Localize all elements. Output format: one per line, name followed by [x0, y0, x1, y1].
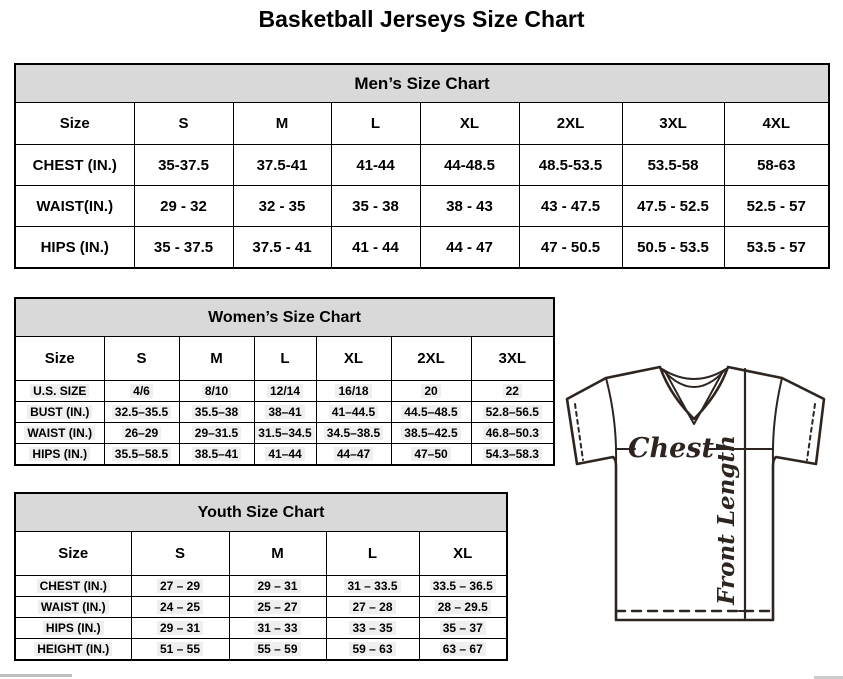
column-header: Size [15, 103, 134, 145]
mens-size-chart-table [14, 63, 828, 269]
youth-chart-title: Youth Size Chart [15, 493, 507, 532]
column-header: Size [15, 532, 131, 576]
size-value-cell: 38.5–42.5 [391, 423, 471, 444]
table-row [15, 639, 507, 661]
row-label: CHEST (IN.) [15, 576, 131, 597]
row-label: HEIGHT (IN.) [15, 639, 131, 661]
size-value-cell: 33.5 – 36.5 [419, 576, 507, 597]
column-header: M [179, 337, 254, 381]
womens-size-chart-table [14, 297, 553, 466]
size-value-cell: 38 - 43 [420, 186, 519, 227]
table-row [15, 576, 507, 597]
size-value-cell: 20 [391, 381, 471, 402]
size-value-cell: 47–50 [391, 444, 471, 466]
column-header: 3XL [471, 337, 554, 381]
row-label: WAIST (IN.) [15, 597, 131, 618]
front-length-label: Front Length [713, 435, 740, 605]
row-label: HIPS (IN.) [15, 444, 104, 466]
size-value-cell: 12/14 [254, 381, 316, 402]
table-row [15, 381, 554, 402]
size-value-cell: 32.5–35.5 [104, 402, 179, 423]
table-row [15, 186, 829, 227]
scrollbar-artifact-left [0, 674, 72, 677]
size-value-cell: 31 – 33 [229, 618, 326, 639]
size-value-cell: 54.3–58.3 [471, 444, 554, 466]
size-value-cell: 37.5-41 [233, 145, 331, 186]
size-value-cell: 8/10 [179, 381, 254, 402]
size-value-cell: 44–47 [316, 444, 391, 466]
table-row [15, 227, 829, 269]
size-value-cell: 29 – 31 [229, 576, 326, 597]
size-value-cell: 26–29 [104, 423, 179, 444]
row-label: BUST (IN.) [15, 402, 104, 423]
size-value-cell: 41–44.5 [316, 402, 391, 423]
column-header: S [131, 532, 229, 576]
chest-label: Chest [628, 433, 714, 464]
size-value-cell: 55 – 59 [229, 639, 326, 661]
size-value-cell: 22 [471, 381, 554, 402]
size-value-cell: 35 – 37 [419, 618, 507, 639]
size-value-cell: 43 - 47.5 [519, 186, 622, 227]
size-value-cell: 35 - 38 [331, 186, 420, 227]
jersey-measurement-diagram [556, 362, 836, 630]
size-value-cell: 28 – 29.5 [419, 597, 507, 618]
row-label: CHEST (IN.) [15, 145, 134, 186]
table-row [15, 145, 829, 186]
table-row [15, 444, 554, 466]
column-header: XL [316, 337, 391, 381]
size-value-cell: 44-48.5 [420, 145, 519, 186]
column-header: XL [419, 532, 507, 576]
column-header: S [134, 103, 233, 145]
size-value-cell: 35.5–38 [179, 402, 254, 423]
size-value-cell: 38.5–41 [179, 444, 254, 466]
size-value-cell: 48.5-53.5 [519, 145, 622, 186]
size-value-cell: 31.5–34.5 [254, 423, 316, 444]
column-header: S [104, 337, 179, 381]
column-header: 2XL [391, 337, 471, 381]
column-header: L [326, 532, 419, 576]
jersey-outline [567, 367, 824, 620]
column-header: 2XL [519, 103, 622, 145]
size-value-cell: 41–44 [254, 444, 316, 466]
size-value-cell: 25 – 27 [229, 597, 326, 618]
size-value-cell: 24 – 25 [131, 597, 229, 618]
column-header: 4XL [724, 103, 829, 145]
table-row [15, 618, 507, 639]
row-label: U.S. SIZE [15, 381, 104, 402]
size-value-cell: 16/18 [316, 381, 391, 402]
size-value-cell: 38–41 [254, 402, 316, 423]
size-value-cell: 33 – 35 [326, 618, 419, 639]
size-value-cell: 41-44 [331, 145, 420, 186]
size-value-cell: 52.5 - 57 [724, 186, 829, 227]
page-title: Basketball Jerseys Size Chart [258, 6, 585, 32]
size-value-cell: 47.5 - 52.5 [622, 186, 724, 227]
table-row [15, 402, 554, 423]
size-value-cell: 51 – 55 [131, 639, 229, 661]
table-row [15, 423, 554, 444]
size-value-cell: 29 - 32 [134, 186, 233, 227]
size-value-cell: 29–31.5 [179, 423, 254, 444]
size-value-cell: 58-63 [724, 145, 829, 186]
column-header: M [229, 532, 326, 576]
column-header: L [331, 103, 420, 145]
column-header: Size [15, 337, 104, 381]
size-value-cell: 37.5 - 41 [233, 227, 331, 269]
size-value-cell: 27 – 28 [326, 597, 419, 618]
size-value-cell: 44.5–48.5 [391, 402, 471, 423]
size-value-cell: 53.5 - 57 [724, 227, 829, 269]
size-value-cell: 27 – 29 [131, 576, 229, 597]
size-value-cell: 34.5–38.5 [316, 423, 391, 444]
size-value-cell: 44 - 47 [420, 227, 519, 269]
size-value-cell: 52.8–56.5 [471, 402, 554, 423]
size-value-cell: 35 - 37.5 [134, 227, 233, 269]
size-value-cell: 47 - 50.5 [519, 227, 622, 269]
size-value-cell: 35-37.5 [134, 145, 233, 186]
youth-size-chart-table [14, 492, 506, 661]
row-label: WAIST (IN.) [15, 423, 104, 444]
size-value-cell: 46.8–50.3 [471, 423, 554, 444]
size-value-cell: 41 - 44 [331, 227, 420, 269]
size-value-cell: 35.5–58.5 [104, 444, 179, 466]
row-label: HIPS (IN.) [15, 227, 134, 269]
mens-chart-title: Men’s Size Chart [15, 64, 829, 103]
column-header: XL [420, 103, 519, 145]
size-value-cell: 53.5-58 [622, 145, 724, 186]
size-value-cell: 32 - 35 [233, 186, 331, 227]
column-header: M [233, 103, 331, 145]
size-value-cell: 31 – 33.5 [326, 576, 419, 597]
row-label: WAIST(IN.) [15, 186, 134, 227]
size-value-cell: 59 – 63 [326, 639, 419, 661]
size-value-cell: 50.5 - 53.5 [622, 227, 724, 269]
row-label: HIPS (IN.) [15, 618, 131, 639]
womens-chart-title: Women’s Size Chart [15, 298, 554, 337]
size-value-cell: 63 – 67 [419, 639, 507, 661]
table-row [15, 597, 507, 618]
size-value-cell: 29 – 31 [131, 618, 229, 639]
column-header: 3XL [622, 103, 724, 145]
size-value-cell: 4/6 [104, 381, 179, 402]
column-header: L [254, 337, 316, 381]
